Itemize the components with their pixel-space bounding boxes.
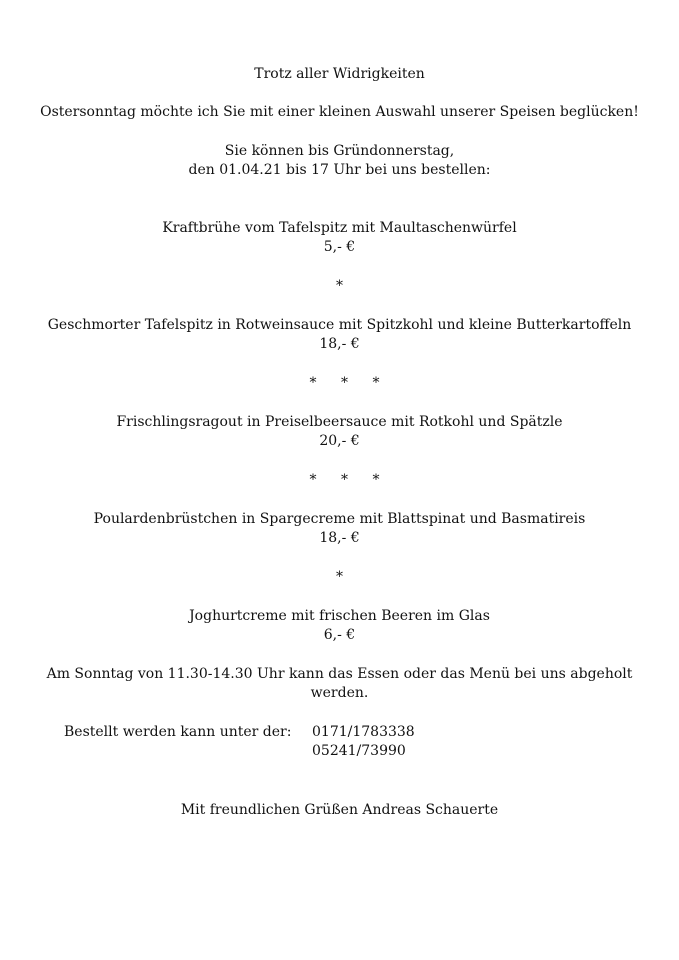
order-deadline-line-2: den 01.04.21 bis 17 Uhr bei uns bestellen: xyxy=(188,162,491,178)
menu-item-1-price: 5,- € xyxy=(323,239,356,255)
contact-phone-2: 05241/73990 xyxy=(312,743,406,759)
menu-item-1-name: Kraftbrühe vom Tafelspitz mit Maultaschenwürfel xyxy=(162,220,517,236)
menu-separator-3: * * * xyxy=(309,472,390,488)
pickup-line-2: werden. xyxy=(310,685,369,701)
pickup-line-1: Am Sonntag von 11.30-14.30 Uhr kann das Essen oder das Menü bei uns abgeholt xyxy=(46,666,633,682)
menu-item-5-price: 6,- € xyxy=(323,627,356,643)
menu-item-5-name: Joghurtcreme mit frischen Beeren im Glas xyxy=(189,608,490,624)
menu-item-4-price: 18,- € xyxy=(319,530,360,546)
contact-phone-1: 0171/1783338 xyxy=(312,724,415,740)
intro-text: Ostersonntag möchte ich Sie mit einer kleinen Auswahl unserer Speisen beglücken! xyxy=(40,104,639,120)
order-deadline-line-1: Sie können bis Gründonnerstag, xyxy=(224,143,455,159)
menu-item-4-name: Poulardenbrüstchen in Spargecreme mit Blattspinat und Basmatireis xyxy=(93,511,586,527)
document-title: Trotz aller Widrigkeiten xyxy=(254,66,425,82)
menu-separator-4: * xyxy=(336,569,343,585)
closing-signature: Mit freundlichen Grüßen Andreas Schauerte xyxy=(180,802,499,818)
menu-item-2-name: Geschmorter Tafelspitz in Rotweinsauce mit Spitzkohl und kleine Butterkartoffeln xyxy=(47,317,632,333)
menu-separator-1: * xyxy=(336,278,343,294)
menu-item-2-price: 18,- € xyxy=(319,336,360,352)
menu-item-3-price: 20,- € xyxy=(319,433,360,449)
menu-separator-2: * * * xyxy=(309,375,390,391)
menu-item-3-name: Frischlingsragout in Preiselbeersauce mit Rotkohl und Spätzle xyxy=(116,414,563,430)
contact-label: Bestellt werden kann unter der: xyxy=(64,724,292,740)
